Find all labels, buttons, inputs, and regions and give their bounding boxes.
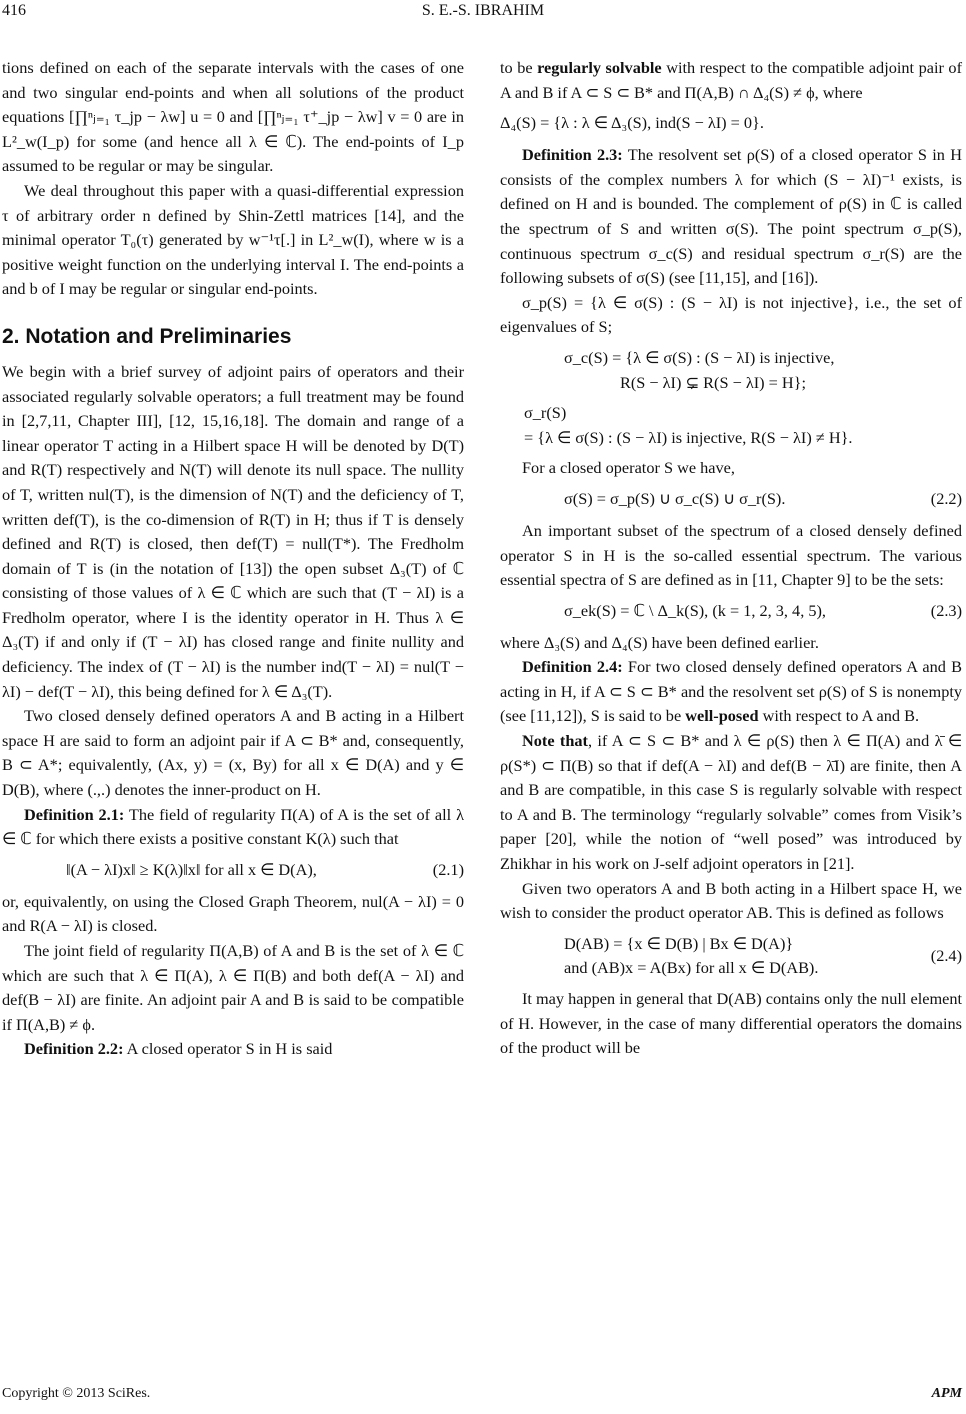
paragraph: We begin with a brief survey of adjoint pairs of operators and their associated regularly solvable operators; a full treatment may be found in [2,7,11, Chapter III], [12, 15,16,18]. The domain and range of a linear operator T acting in a Hilbert space H will be denoted by D(T) and R(T) respectively and N(T) will denote its null space. The nullity of T, written nul(T), is the dimension of N(T) and the deficiency of T, written def(T), is the co-dimension of R(T) in H; thus if T is densely defined and R(T) is closed, then def(T) = null(T*). The Fredholm domain of T is (in the notation of [13]) the open subset Δ₃(T) of ℂ consisting of those values of λ ∈ ℂ which are such that (T − λI) is a Fredholm operator, where I is the identity operator in H. Thus λ ∈ Δ₃(T) if and only if (T − λI) has closed range and finite nullity and deficiency. The index of (T − λI) is the number ind(T − λI) = nul(T − λI) − def(T − λI), this being defined for λ ∈ Δ₃(T). [2,361,464,701]
equation-residual-spectrum [500,401,962,450]
paragraph: where Δ₃(S) and Δ₄(S) have been defined earlier. [500,632,819,652]
equation-2-1 [2,858,464,884]
journal-abbreviation: APM [931,1386,962,1401]
page-number: 416 [2,2,26,19]
text-run: with respect to the compatible adjoint pair of A and B if A ⊂ S ⊂ B* and Π(A,B) ∩ Δ₄(S) ≠ ϕ, where [500,58,962,102]
definition-label: Definition 2.1: [24,804,125,824]
definition-2-2 [2,1037,464,1062]
equation-2-4 [500,932,962,981]
section-heading: 2. Notation and Preliminaries [2,324,292,348]
definition-label: Definition 2.3: [522,145,623,165]
term-well-posed: well-posed [685,706,759,726]
paragraph: For a closed operator S we have, [522,458,735,478]
running-header [0,2,966,26]
definition-label: Definition 2.2: [24,1039,124,1059]
note [500,729,962,877]
author-name: S. E.-S. IBRAHIM [421,2,545,19]
equation-body: σ_c(S) = {λ ∈ σ(S) : (S − λI) is injective, [564,347,835,367]
paragraph: An important subset of the spectrum of a closed densely defined operator S in H is the so-called essential spectrum. The various essential spectra of S are defined as in [11, Chapter 9] to be the sets: [500,520,962,590]
equation-number: (2.4) [930,945,962,965]
equation-2-2 [500,487,962,513]
definition-2-4 [500,655,962,729]
paragraph: The joint field of regularity Π(A,B) of A and B is the set of λ ∈ ℂ which are such that λ ∈ Π(A), λ ∈ Π(B) and both def(A − λI) and def(B − λI) are finite. An adjoint pair A and B is said to be compatible if Π(A,B) ≠ ϕ. [2,941,464,1034]
note-text: , if A ⊂ S ⊂ B* and λ ∈ ρ(S) then λ ∈ Π(A) and λ̄ ∈ ρ(S*) ⊂ Π(B) so that if def(A − λI) and def(B − λ̄I) are finite, then A and B are compatible, in this case S is regularly solvable with respect to A and B. The terminology “regularly solvable” comes from Visik’s paper [20], while the notion of “well posed” was introduced by Zhikhar in his work on J-self adjoint operators in [21]. [500,731,963,874]
equation-number: (2.3) [930,600,962,620]
equation-delta4 [500,111,962,137]
paragraph: tions defined on each of the separate intervals with the cases of one and two singular end-points and when all solutions of the product equations [∏ⁿⱼ₌₁ τ_jp − λw] u = 0 and [∏ⁿⱼ₌₁ τ⁺_jp − λw] v = 0 are in L²_w(I_p) for some (and hence all λ ∈ ℂ). The end-points of I_p assumed to be regular or may be singular. [2,58,464,176]
paragraph: or, equivalently, on using the Closed Graph Theorem, nul(A − λI) = 0 and R(A − λI) is closed. [2,891,464,936]
paragraph [500,56,962,105]
definition-text: The resolvent set ρ(S) of a closed operator S in H consists of the complex numbers λ for which (S − λI)⁻¹ exists, is defined on H and is bounded. The complement of ρ(S) in ℂ is called the spectrum of S and written σ(S). The point spectrum σ_p(S), continuous spectrum σ_c(S) and residual spectrum σ_r(S) are the following subsets of σ(S) (see [11,15], and [16]). [500,145,962,288]
note-label: Note that [522,731,588,751]
copyright-notice: Copyright © 2013 SciRes. [2,1386,151,1401]
paragraph: Given two operators A and B both acting in a Hilbert space H, we wish to consider the product operator AB. This is defined as follows [500,878,962,923]
equation-number: (2.2) [930,488,962,508]
equation-continuous-spectrum [500,346,962,395]
paragraph: We deal throughout this paper with a quasi-differential expression τ of arbitrary order n defined by Shin-Zettl matrices [14], and the minimal operator T₀(τ) generated by w⁻¹τ[.] in L²_w(I), where w is a positive weight function on the underlying interval I. The end-points a and b of I may be regular or singular end-points. [2,180,464,299]
point-spectrum: σ_p(S) = {λ ∈ σ(S) : (S − λI) is not injective}, i.e., the set of eigenvalues of S; [500,292,962,337]
equation-body: D(AB) = {x ∈ D(B) | Bx ∈ D(A)} [564,933,794,953]
text-run: with respect to A and B. [758,706,920,726]
definition-label: Definition 2.4: [522,657,623,677]
left-column [2,56,464,1062]
equation-body: and (AB)x = A(Bx) for all x ∈ D(AB). [564,958,819,978]
paragraph: It may happen in general that D(AB) contains only the null element of H. However, in the case of many differential operators the domains of the product will be [500,989,962,1058]
definition-text: A closed operator S in H is said [123,1039,333,1059]
definition-2-1 [2,803,464,852]
equation-body: = {λ ∈ σ(S) : (S − λI) is injective, R(S − λI) ≠ H}. [524,427,853,447]
equation-body: σ_r(S) [524,403,567,423]
definition-text: The field of regularity Π(A) of A is the set of all λ ∈ ℂ for which there exists a positive constant K(λ) such that [2,804,464,849]
equation-body: σ(S) = σ_p(S) ∪ σ_c(S) ∪ σ_r(S). [564,488,786,508]
text-run: to be [500,58,538,77]
equation-body: σ_ek(S) = ℂ \ Δ_k(S), (k = 1, 2, 3, 4, 5), [564,600,826,620]
definition-2-3 [500,143,962,291]
term-regularly-solvable: regularly solvable [537,58,662,77]
equation-body: ‖(A − λI)x‖ ≥ K(λ)‖x‖ for all x ∈ D(A), [66,859,317,879]
equation-body: R(S − λI) ⊊ R(S − λI) = H}; [620,372,806,392]
text-run: For two closed densely defined operators A and B acting in H, if A ⊂ S ⊂ B* and the resolvent set ρ(S) of S is nonempty (see [11,12]), S is said to be [500,657,962,726]
equation-number: (2.1) [432,859,464,879]
equation-body: Δ₄(S) = {λ : λ ∈ Δ₃(S), ind(S − λI) = 0}. [500,113,764,133]
right-column [500,56,962,1061]
paragraph: Two closed densely defined operators A and B acting in a Hilbert space H are said to form an adjoint pair if A ⊂ B* and, consequently, B ⊂ A*; equivalently, (Ax, y) = (x, By) for all x ∈ D(A) and y ∈ D(B), where (.,.) denotes the inner-product on H. [2,706,464,800]
equation-2-3 [500,599,962,625]
